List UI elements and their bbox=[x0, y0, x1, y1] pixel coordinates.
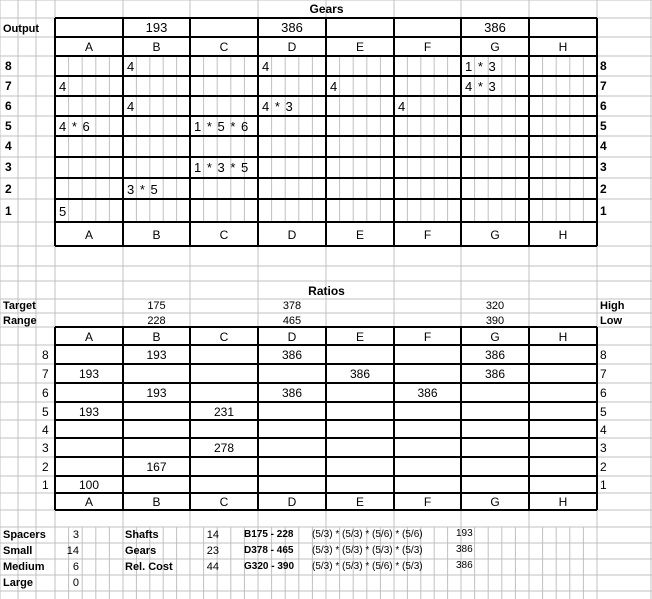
ratio-cell[interactable]: 193 bbox=[78, 405, 100, 419]
gear-cell[interactable]: 4 bbox=[262, 59, 270, 74]
gear-column-footer: G bbox=[490, 228, 500, 242]
summary-count-label: Spacers bbox=[3, 529, 46, 541]
ratio-column-header: G bbox=[490, 330, 500, 344]
gear-row-label-right: 4 bbox=[600, 139, 607, 153]
ratio-cell[interactable]: 386 bbox=[484, 367, 506, 381]
gear-row-label: 5 bbox=[5, 119, 12, 133]
gear-row-label-right: 5 bbox=[600, 119, 607, 133]
ratio-target-value: 175 bbox=[147, 300, 166, 312]
ratio-cell[interactable]: 386 bbox=[417, 386, 438, 400]
gear-cell[interactable]: 4 bbox=[330, 79, 338, 94]
summary-count-label: Large bbox=[3, 577, 33, 589]
ratio-column-footer: E bbox=[355, 495, 364, 509]
gear-column-header: G bbox=[490, 40, 500, 54]
gear-train-name: G320 - 390 bbox=[244, 561, 295, 572]
gear-column-header: E bbox=[355, 40, 364, 54]
gear-row-label-right: 8 bbox=[600, 59, 607, 73]
ratio-cell[interactable]: 193 bbox=[146, 386, 167, 400]
summary-stat-label: Rel. Cost bbox=[125, 561, 173, 573]
ratio-row-label: 1 bbox=[42, 478, 49, 492]
range-label: Range bbox=[3, 315, 37, 327]
low-label: Low bbox=[600, 315, 622, 327]
gear-cell[interactable]: 5 bbox=[59, 204, 67, 219]
ratio-column-footer: A bbox=[84, 495, 93, 509]
gear-row-label-right: 3 bbox=[600, 160, 607, 174]
gear-cell[interactable]: 4 bbox=[59, 79, 67, 94]
gear-row-label: 2 bbox=[5, 182, 12, 196]
gear-cell[interactable]: 1 * 3 bbox=[465, 59, 496, 74]
gear-column-header: C bbox=[219, 40, 229, 54]
ratio-column-header: F bbox=[423, 330, 432, 344]
ratio-target-value: 378 bbox=[282, 300, 302, 312]
gear-cell[interactable]: 3 * 5 bbox=[127, 182, 158, 197]
gear-column-header: A bbox=[84, 40, 93, 54]
gear-cell[interactable]: 4 bbox=[127, 99, 135, 114]
ratio-row-label-right: 7 bbox=[600, 367, 607, 381]
gear-column-footer: C bbox=[219, 228, 229, 242]
ratio-row-label-right: 6 bbox=[600, 386, 607, 400]
gear-row-label-right: 7 bbox=[600, 79, 607, 93]
ratio-column-header: A bbox=[84, 330, 93, 344]
summary-stat-label: Shafts bbox=[125, 529, 159, 541]
ratio-cell[interactable]: 386 bbox=[281, 348, 303, 362]
ratio-row-label-right: 5 bbox=[600, 405, 607, 419]
ratio-row-label: 7 bbox=[42, 367, 49, 381]
ratio-row-label: 5 bbox=[42, 405, 49, 419]
gear-cell[interactable]: 4 * 6 bbox=[59, 119, 90, 134]
ratio-row-label-right: 8 bbox=[600, 348, 607, 362]
gear-train-result[interactable]: 386 bbox=[456, 544, 473, 555]
gears-title: Gears bbox=[309, 2, 344, 16]
gear-train-formula[interactable]: (5/3) * (5/3) * (5/6) * (5/3) bbox=[312, 561, 423, 572]
ratio-column-footer: H bbox=[558, 495, 568, 509]
summary-stat-value[interactable]: 14 bbox=[206, 529, 219, 541]
ratio-row-label: 8 bbox=[42, 348, 49, 362]
summary-stat-value[interactable]: 23 bbox=[206, 545, 219, 557]
ratio-row-label-right: 2 bbox=[600, 460, 607, 474]
gear-cell[interactable]: 1 * 3 * 5 bbox=[194, 160, 249, 175]
ratio-range-value: 390 bbox=[485, 315, 505, 327]
ratio-row-label-right: 1 bbox=[600, 478, 607, 492]
summary-stat-value[interactable]: 44 bbox=[206, 561, 219, 573]
summary-count-value[interactable]: 6 bbox=[72, 561, 79, 573]
summary-count-label: Medium bbox=[3, 561, 45, 573]
ratio-row-label: 4 bbox=[42, 423, 49, 437]
ratio-column-footer: C bbox=[219, 495, 229, 509]
gear-output-value: 386 bbox=[484, 20, 506, 35]
gear-column-footer: H bbox=[558, 228, 568, 242]
ratio-row-label-right: 4 bbox=[600, 423, 607, 437]
ratio-column-footer: F bbox=[423, 495, 432, 509]
ratio-row-label: 2 bbox=[42, 460, 49, 474]
ratio-column-header: H bbox=[558, 330, 568, 344]
gear-train-formula[interactable]: (5/3) * (5/3) * (5/3) * (5/3) bbox=[312, 545, 423, 556]
target-label: Target bbox=[3, 300, 36, 312]
gear-train-result[interactable]: 193 bbox=[456, 528, 473, 539]
gear-cell[interactable]: 4 * 3 bbox=[262, 99, 293, 114]
gear-column-footer: E bbox=[355, 228, 364, 242]
ratio-row-label: 6 bbox=[42, 386, 49, 400]
gear-column-header: H bbox=[558, 40, 568, 54]
high-label: High bbox=[600, 300, 625, 312]
gear-row-label: 1 bbox=[5, 204, 12, 218]
ratio-column-header: D bbox=[287, 330, 297, 344]
gear-output-value: 193 bbox=[145, 20, 168, 35]
gear-cell[interactable]: 1 * 5 * 6 bbox=[194, 119, 249, 134]
gear-row-label: 7 bbox=[5, 79, 12, 93]
summary-count-value[interactable]: 0 bbox=[72, 577, 79, 589]
ratio-row-label-right: 3 bbox=[600, 441, 607, 455]
ratio-range-value: 465 bbox=[282, 315, 302, 327]
summary-count-value[interactable]: 3 bbox=[72, 529, 79, 541]
gear-row-label: 6 bbox=[5, 99, 12, 113]
ratio-column-header: C bbox=[219, 330, 229, 344]
summary-stat-label: Gears bbox=[125, 545, 157, 557]
gear-row-label-right: 1 bbox=[600, 204, 607, 218]
ratio-cell[interactable]: 278 bbox=[213, 441, 235, 455]
gear-train-result[interactable]: 386 bbox=[456, 560, 473, 571]
gear-column-header: F bbox=[423, 40, 432, 54]
gear-column-footer: D bbox=[287, 228, 297, 242]
ratio-cell[interactable]: 231 bbox=[213, 405, 235, 419]
gear-column-footer: B bbox=[152, 228, 161, 242]
ratio-cell[interactable]: 100 bbox=[78, 478, 100, 492]
ratio-cell[interactable]: 167 bbox=[146, 460, 167, 474]
gear-column-footer: A bbox=[84, 228, 93, 242]
ratio-column-footer: G bbox=[490, 495, 500, 509]
gear-cell[interactable]: 4 * 3 bbox=[465, 79, 496, 94]
ratios-title: Ratios bbox=[308, 284, 345, 298]
gear-row-label: 4 bbox=[5, 139, 12, 153]
ratio-column-header: B bbox=[152, 330, 161, 344]
ratio-column-footer: D bbox=[287, 495, 297, 509]
gear-cell[interactable]: 4 bbox=[398, 99, 406, 114]
ratio-cell[interactable]: 193 bbox=[146, 348, 167, 362]
ratio-column-footer: B bbox=[152, 495, 161, 509]
ratio-column-header: E bbox=[355, 330, 364, 344]
gear-cell[interactable]: 4 bbox=[127, 59, 135, 74]
ratio-cell[interactable]: 193 bbox=[78, 367, 100, 381]
ratio-target-value: 320 bbox=[485, 300, 505, 312]
ratio-range-value: 228 bbox=[147, 315, 166, 327]
gear-train-formula[interactable]: (5/3) * (5/3) * (5/6) * (5/6) bbox=[312, 529, 423, 540]
gear-row-label-right: 6 bbox=[600, 99, 607, 113]
output-label: Output bbox=[3, 23, 40, 35]
summary-count-label: Small bbox=[3, 545, 33, 557]
gear-row-label: 8 bbox=[5, 59, 12, 73]
gear-row-label-right: 2 bbox=[600, 182, 607, 196]
ratio-cell[interactable]: 386 bbox=[349, 367, 371, 381]
summary-count-value[interactable]: 14 bbox=[66, 545, 79, 557]
ratio-row-label: 3 bbox=[42, 441, 49, 455]
gear-column-footer: F bbox=[423, 228, 432, 242]
ratio-cell[interactable]: 386 bbox=[484, 348, 506, 362]
gear-column-header: D bbox=[287, 40, 297, 54]
gear-column-header: B bbox=[152, 40, 161, 54]
gear-train-name: D378 - 465 bbox=[244, 545, 294, 556]
ratio-cell[interactable]: 386 bbox=[281, 386, 303, 400]
gear-train-name: B175 - 228 bbox=[244, 529, 294, 540]
gear-row-label: 3 bbox=[5, 160, 12, 174]
gear-output-value: 386 bbox=[281, 20, 303, 35]
